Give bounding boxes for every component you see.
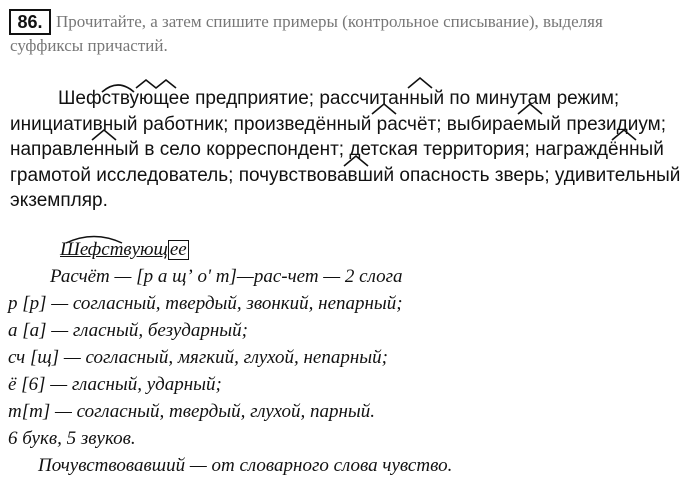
- phonetic-line-a: а [а] — гласный, безударный;: [8, 320, 248, 341]
- exercise-number: 86.: [9, 9, 51, 35]
- parsed-word-base: Шефствующ: [60, 239, 168, 260]
- answer-work: [8, 236, 688, 479]
- final-note-line: Почувствовавший — от словарного слова чувство.: [38, 455, 453, 476]
- text-line-3: направленный в село корреспондент; детская территория; награждённый: [10, 139, 664, 161]
- phonetic-line-t: т[т] — согласный, твердый, глухой, парный.: [8, 401, 376, 422]
- text-line-2: инициативный работник; произведённый расчёт; выбираемый президиум;: [10, 113, 666, 135]
- root-arc-icon: [64, 234, 124, 244]
- instruction-line-2: суффиксы причастий.: [10, 36, 168, 55]
- phonetic-line-yo: ё [6] — гласный, ударный;: [8, 374, 222, 395]
- text-line-5: экземпляр.: [10, 190, 108, 212]
- transcription-line: Расчёт — [р а щʼ о' т]—рас-чет — 2 слога: [50, 266, 403, 287]
- letters-sounds-count: 6 букв, 5 звуков.: [8, 428, 136, 449]
- text-line-1: Шефствующее предприятие; рассчитанный по минутам режим;: [58, 88, 620, 109]
- instruction-line-1: Прочитайте, а затем спишите примеры (контрольное списывание), выделяя: [56, 12, 603, 31]
- exercise-text: [10, 86, 690, 214]
- text-line-4: грамотой исследователь; почувствовавший опасность зверь; удивительный: [10, 164, 681, 186]
- ending-box: ее: [169, 239, 187, 260]
- phonetic-line-sch: сч [щ] — согласный, мягкий, глухой, непарный;: [8, 347, 388, 368]
- phonetic-line-r: р [р] — согласный, твердый, звонкий, непарный;: [8, 293, 403, 314]
- parsed-word: [60, 236, 189, 263]
- parsed-word-line: [8, 236, 688, 263]
